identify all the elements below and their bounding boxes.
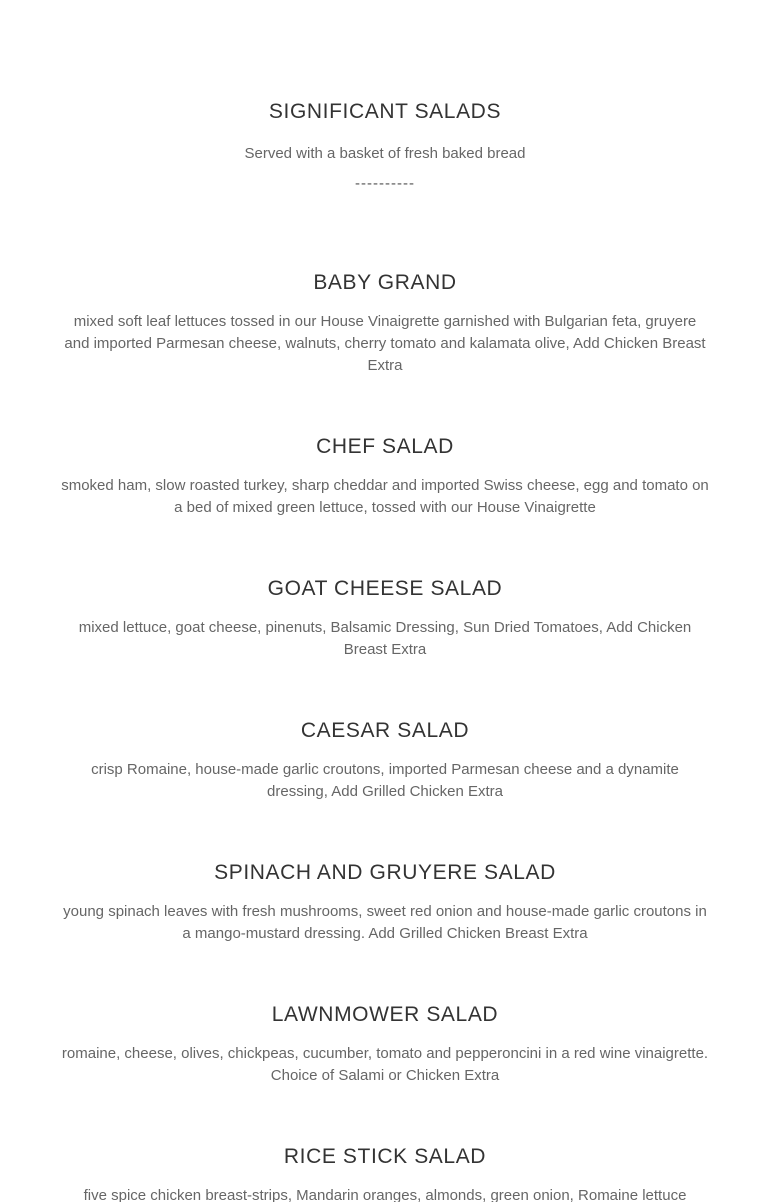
menu-item-name: SPINACH AND GRUYERE SALAD — [214, 861, 556, 884]
section-subtitle: Served with a basket of fresh baked bread — [244, 145, 526, 162]
menu-item-spinach-gruyere-salad — [60, 860, 710, 945]
menu-item-baby-grand — [60, 270, 710, 377]
menu-item-name: GOAT CHEESE SALAD — [267, 577, 503, 600]
section-title: SIGNIFICANT SALADS — [268, 100, 502, 123]
menu-item-description: five spice chicken breast-strips, Mandarin oranges, almonds, green onion, Romaine lettuce — [83, 1187, 687, 1202]
menu-item-rice-stick-salad — [60, 1144, 710, 1202]
menu-item-name: CHEF SALAD — [316, 435, 454, 458]
menu-item-caesar-salad — [60, 718, 710, 803]
menu-item-name: LAWNMOWER SALAD — [271, 1003, 499, 1026]
menu-item-description: mixed soft leaf lettuces tossed in our House Vinaigrette garnished with Bulgarian feta, gruyere and imported Parmesan cheese, walnuts, cherry tomato and kalamata olive, Add Chicken Breast Extra — [64, 313, 706, 374]
menu-item-name: RICE STICK SALAD — [283, 1145, 487, 1168]
menu-item-lawnmower-salad — [60, 1002, 710, 1087]
menu-item-name: BABY GRAND — [313, 271, 457, 294]
menu-item-description: mixed lettuce, goat cheese, pinenuts, Balsamic Dressing, Sun Dried Tomatoes, Add Chicken Breast Extra — [78, 619, 692, 658]
menu-item-description: smoked ham, slow roasted turkey, sharp cheddar and imported Swiss cheese, egg and tomato on a bed of mixed green lettuce, tossed with our House Vinaigrette — [61, 477, 709, 516]
menu-item-description: romaine, cheese, olives, chickpeas, cucumber, tomato and pepperoncini in a red wine vinaigrette. Choice of Salami or Chicken Extra — [61, 1045, 709, 1084]
menu-item-name: CAESAR SALAD — [300, 719, 470, 742]
menu-item-chef-salad — [60, 434, 710, 519]
menu-item-description: crisp Romaine, house-made garlic croutons, imported Parmesan cheese and a dynamite dressing, Add Grilled Chicken Extra — [91, 761, 679, 800]
menu-item-description: young spinach leaves with fresh mushrooms, sweet red onion and house-made garlic croutons in a mango-mustard dressing. Add Grilled Chicken Breast Extra — [63, 903, 707, 942]
section-divider: ---------- — [355, 175, 415, 192]
menu-item-goat-cheese-salad — [60, 576, 710, 661]
